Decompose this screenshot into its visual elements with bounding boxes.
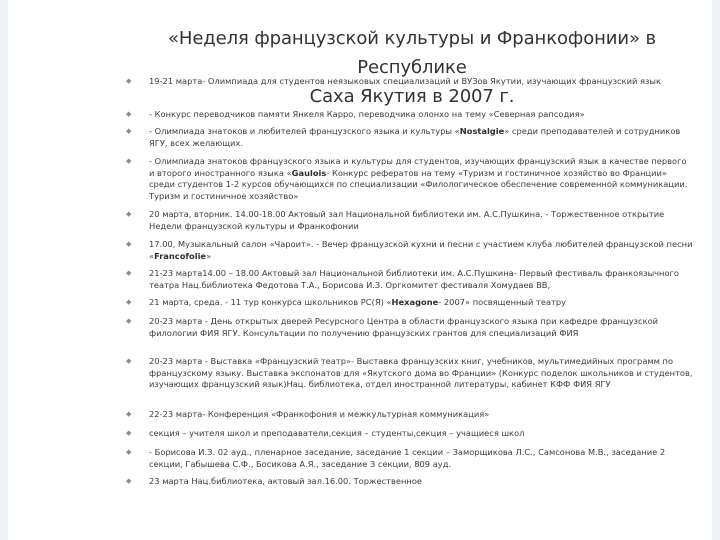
diamond-bullet-icon: ◆ (126, 110, 132, 118)
event-name-gaulois: Gaulois (291, 167, 327, 178)
item-text: 20-23 марта - День открытых дверей Ресурсного Центра в области французского языка при кафедре французской филологии ФИЯ ЯГУ. Консультации по получению французских грантов для специализаций ФИЯ (149, 316, 659, 338)
item-text: 21 марта, среда. - 11 тур конкурса школьников РС(Я) «Hexagone- 2007» посвященный театру (149, 297, 567, 307)
item-text: 22-23 марта- Конференция «Франкофония и межкультурная коммуникация» (149, 409, 490, 419)
diamond-bullet-icon: ◆ (126, 298, 132, 306)
event-name-francofolie: Francofolie (154, 250, 207, 261)
item-text: 20-23 марта - Выставка «Французский театр»- Выставка французских книг, учебников, мультимедийных программ по французскому языку. Выставка экспонатов для «Якутского дома во Франции» (Конкурс поделок школьников и студентов, изучающих французский язык)Нац. библиотека, отдел иностранной литературы, кабинет КФФ ФИЯ ЯГУ (149, 356, 693, 390)
event-name-nostalgie: Nostalgie (459, 126, 505, 136)
diamond-bullet-icon: ◆ (126, 127, 132, 135)
diamond-bullet-icon: ◆ (126, 357, 132, 365)
diamond-bullet-icon: ◆ (126, 429, 132, 437)
diamond-bullet-icon: ◆ (126, 448, 132, 456)
diamond-bullet-icon: ◆ (126, 317, 132, 325)
item-text: - Олимпиада знатоков французского языка и культуры для студентов, изучающих французский язык в качестве первого и второго иностранного языка «Gaulois- Конкурс рефератов на тему «Туризм и гостиничное хозяйство во Франции» среди студентов 1-2 курсов обучающихся по специализации «Филологическое обеспечение современной коммуникации. Туризм и гостиничное хозяйство» (149, 156, 688, 201)
item-text: 23 марта Нац.библиотека, актовый зал.16.00. Торжественное (149, 476, 423, 486)
item-text: 17.00, Музыкальный салон «Чароит». - Вечер французской кухни и песни с участием клуба любителей французской песни «Francofolie» (149, 239, 693, 261)
item-text: 19-21 марта- Олимпиада для студентов неязыковых специализаций и ВУЗов Якутии, изучающих французский язык (149, 76, 661, 86)
event-name-hexagone: Hexagone (391, 297, 439, 307)
diamond-bullet-icon: ◆ (126, 410, 132, 418)
item-text: 21-23 марта14.00 – 18.00 Актовый зал Национальной библиотеки им. А.С.Пушкина- Первый фестиваль франкоязычного театра Нац.библиотека Федотова Т.А., Борисова И.З. Оргкомитет фестиваля Хомудаев ВВ, (149, 268, 679, 290)
item-text: 20 марта, вторник. 14.00-18.00 Актовый зал Национальной библиотеки им. А.С.Пушкина. - Торжественное открытие Недели французской культуры и Франкофонии (149, 209, 665, 231)
item-text: - Борисова И.З. 02 ауд., пленарное заседание, заседание 1 секции – Заморщикова Л.С., Самсонова М.В., заседание 2 секции, Габышева С.Ф., Босикова А.Я., заседание 3 секции, 809 ауд. (149, 447, 666, 469)
item-text: - Олимпиада знатоков и любителей французского языка и культуры «Nostalgie» среди преподавателей и сотрудников ЯГУ, всех желающих. (149, 126, 681, 148)
diamond-bullet-icon: ◆ (126, 477, 132, 485)
diamond-bullet-icon: ◆ (126, 240, 132, 248)
diamond-bullet-icon: ◆ (126, 269, 132, 277)
title-line-2: Саха Якутия в 2007 г. (309, 86, 515, 107)
diamond-bullet-icon: ◆ (126, 210, 132, 218)
item-text: секция – учителя школ и преподаватели,секция – студенты,секция – учащиеся школ (149, 428, 525, 438)
diamond-bullet-icon: ◆ (126, 77, 132, 85)
title-line-1: «Неделя французской культуры и Франкофонии» в Республике (167, 28, 657, 78)
item-text: - Конкурс переводчиков памяти Янкеля Карро, переводчика олонхо на тему «Северная рапсодия» (149, 109, 585, 119)
diamond-bullet-icon: ◆ (126, 157, 132, 165)
